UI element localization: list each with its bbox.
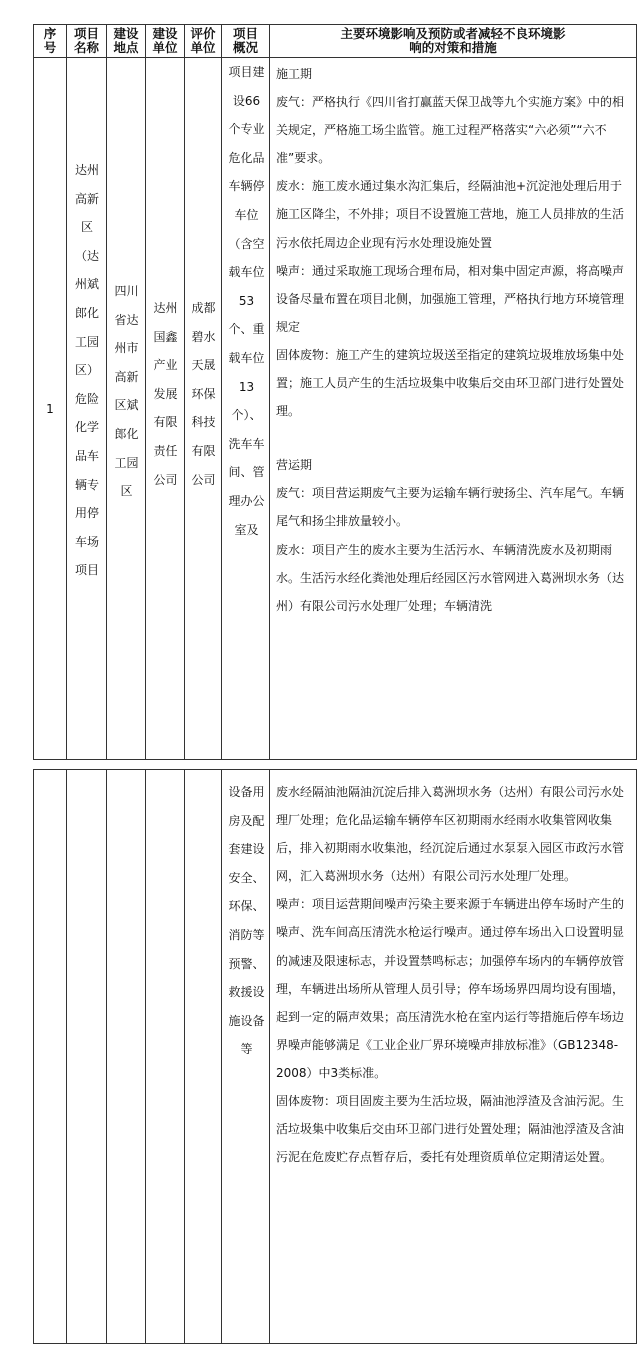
cont-overview [222, 770, 270, 1344]
row-overview [222, 58, 270, 760]
operation-gas: 废气：项目营运期废气主要为运输车辆行驶扬尘、汽车尾气。车辆尾气和扬尘排放量较小。 [276, 486, 625, 529]
construction-solid: 固体废物：施工产生的建筑垃圾送至指定的建筑垃圾堆放场集中处置；施工人员产生的生活垃圾集中收集后交由环卫部门进行处置处理。 [276, 347, 625, 419]
construction-period-title: 施工期 [276, 67, 313, 81]
operation-solid: 固体废物：项目固废主要为生活垃圾，隔油池浮渣及含油污泥。生活垃圾集中收集后交由环卫部门进行处置处理；隔油池浮渣及含油污泥在危废贮存点暂存后，委托有处理资质单位定期清运处置。 [276, 1094, 625, 1165]
construction-gas: 废气：严格执行《四川省打赢蓝天保卫战等九个实施方案》中的相关规定，严格施工场尘监管。施工过程严格落实“六必须”“六不准”要求。 [276, 95, 625, 166]
row-seq: 1 [34, 58, 67, 760]
header-build-unit: 建设单位 [146, 25, 185, 58]
construction-noise: 噪声：通过采取施工现场合理布局，相对集中固定声源，将高噪声设备尽量布置在项目北侧，加强施工管理，严格执行地方环境管理规定 [276, 263, 625, 334]
row-measures [270, 58, 637, 760]
cont-measures [270, 770, 637, 1344]
cont-build-unit [146, 770, 185, 1344]
header-measures: 主要环境影响及预防或者减轻不良环境影响的对策和措施 [270, 25, 637, 58]
eia-table-page-1 [33, 24, 637, 760]
operation-water-2: 废水经隔油池隔油沉淀后排入葛洲坝水务（达州）有限公司污水处理厂处理；危化品运输车辆停车区初期雨水经雨水收集管网收集后，排入初期雨水收集池，经沉淀后通过水泵泵入园区市政污水管网，汇入葛洲坝水务（达州）有限公司污水处理厂处理。 [276, 785, 625, 884]
site-text: 四川省达州市高新区斌郎化工园区 [114, 284, 139, 499]
row-project-name [67, 58, 107, 760]
header-site: 建设地点 [107, 25, 146, 58]
build-unit-text: 达州国鑫产业发展有限责任公司 [153, 301, 178, 487]
cont-project-name [67, 770, 107, 1344]
project-name-text: 达州高新区（达州斌郎化工园区）危险化学品车辆专用停车场项目 [74, 163, 99, 578]
eia-table-page-2 [33, 769, 637, 1344]
header-eval-unit: 评价单位 [185, 25, 222, 58]
row-eval-unit [185, 58, 222, 760]
header-project-name: 项目名称 [67, 25, 107, 58]
row-site [107, 58, 146, 760]
eval-unit-text: 成都碧水天晟环保科技有限公司 [191, 301, 216, 487]
overview-text-2: 设备用房及配套建设安全、环保、消防等预警、救援设施设备等 [228, 785, 265, 1057]
operation-water-1: 废水：项目产生的废水主要为生活污水、车辆清洗废水及初期雨水。生活污水经化粪池处理后经园区污水管网进入葛洲坝水务（达州）有限公司污水处理厂处理；车辆清洗 [276, 542, 625, 613]
header-seq: 序号 [34, 25, 67, 58]
cont-site [107, 770, 146, 1344]
cont-seq [34, 770, 67, 1344]
construction-water: 废水：施工废水通过集水沟汇集后，经隔油池+沉淀池处理后用于施工区降尘，不外排；项目不设置施工营地，施工人员排放的生活污水依托周边企业现有污水处理设施处置 [276, 179, 625, 250]
header-overview: 项目概况 [222, 25, 270, 58]
row-build-unit [146, 58, 185, 760]
operation-noise: 噪声：项目运营期间噪声污染主要来源于车辆进出停车场时产生的噪声、洗车间高压清洗水枪运行噪声。通过停车场出入口设置明显的减速及限速标志，并设置禁鸣标志；加强停车场内的车辆停放管理，车辆进出场所从管理人员引导；停车场场界四周均设有围墙，起到一定的隔声效果；高压清洗水枪在室内运行等措施后停车场边界噪声能够满足《工业企业厂界环境噪声排放标准》（GB12348-2008）中3类标准。 [276, 897, 625, 1080]
cont-eval-unit [185, 770, 222, 1344]
operation-period-title: 营运期 [276, 458, 313, 473]
overview-text-1: 项目建设66个专业危化品车辆停车位（含空载车位53个、重载车位13个）、洗车车间、管理办公室及 [228, 65, 265, 537]
